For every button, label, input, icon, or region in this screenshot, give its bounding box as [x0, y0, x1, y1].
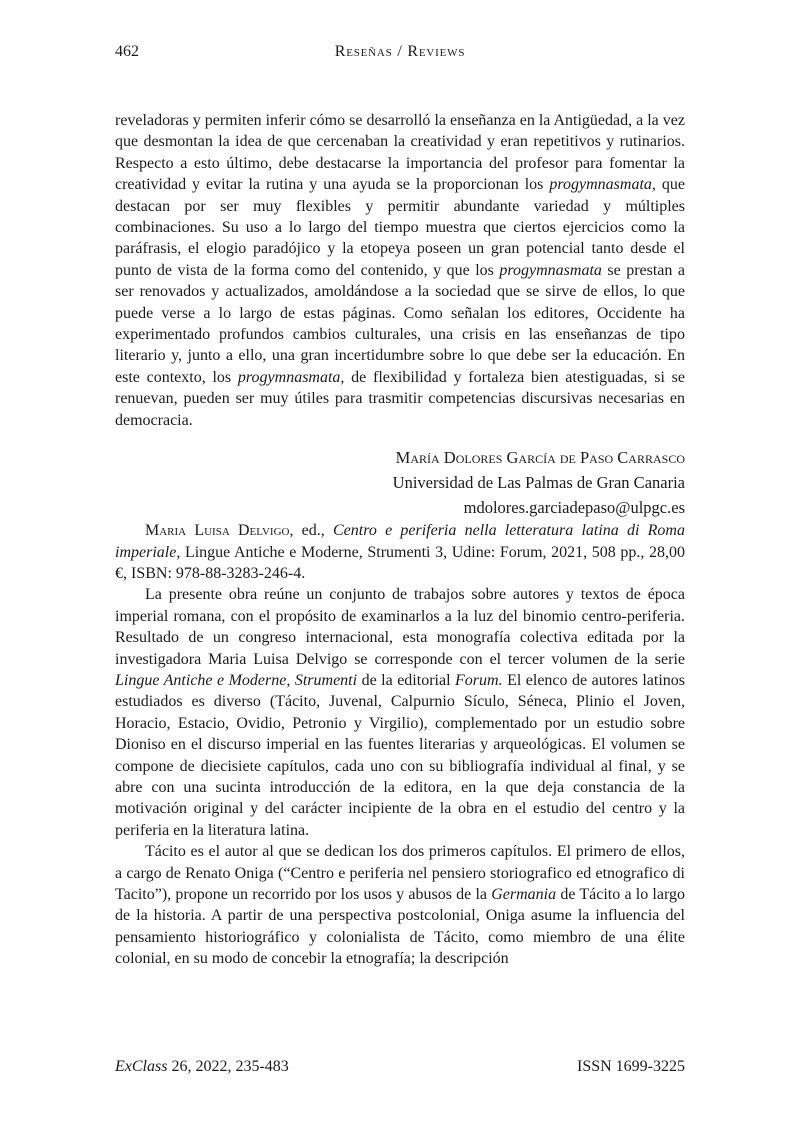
- issn: ISSN 1699-3225: [576, 1058, 685, 1075]
- page-header: [115, 42, 685, 62]
- page-footer: [115, 1057, 685, 1077]
- reviewer-signature: [115, 445, 685, 520]
- page-number: 462: [115, 43, 139, 60]
- page-body: [115, 110, 685, 970]
- review-citation: Maria Luisa Delvigo, ed., Centro e periferia nella letteratura latina di Roma imperiale, Lingue Antiche e Moderne, Strumenti 3, Udine: Forum, 2021, 508 pp., 28,00 €, ISBN: 978-88-3283-246-4.: [115, 522, 685, 582]
- running-title: Reseñas / Reviews: [334, 43, 466, 60]
- journal-reference: ExClass 26, 2022, 235-483: [115, 1058, 289, 1075]
- reviewer-email: mdolores.garciadepaso@ulpgc.es: [463, 498, 685, 518]
- review-paragraph-1: La presente obra reúne un conjunto de trabajos sobre autores y textos de época imperial romana, con el propósito de examinarlos a la luz del binomio centro-periferia. Resultado de un congreso internacional, esta monografía colectiva editada por la investigadora Maria Luisa Delvigo se corresponde con el tercer volumen de la serie Lingue Antiche e Moderne, Strumenti de la editorial Forum. El elenco de autores latinos estudiados es diverso (Tácito, Juvenal, Calpurnio Sículo, Séneca, Plinio el Joven, Horacio, Estacio, Ovidio, Petronio y Virgilio), complementado por un estudio sobre Dioniso en el discurso imperial en las fuentes literarias y arqueológicas. El volumen se compone de diecisiete capítulos, cada uno con su bibliografía individual al final, y se abre con una sucinta introducción de la editora, en la que deja constancia de la motivación original y del carácter incipiente de la obra en el estudio del centro y la periferia en la literatura latina.: [115, 586, 685, 839]
- closing-paragraph: reveladoras y permiten inferir cómo se desarrolló la enseñanza en la Antigüedad, a la vez que desmontan la idea de que cercenaban la creatividad y eran repetitivos y rutinarios. Respecto a esto último, debe destacarse la importancia del profesor para fomentar la creatividad y evitar la rutina y una ayuda se la proporcionan los progymnasmata, que destacan por ser muy flexibles y permitir abundante variedad y múltiples combinaciones. Su uso a lo largo del tiempo muestra que ciertos ejercicios como la paráfrasis, el elogio paradójico y la etopeya poseen un gran potencial tanto desde el punto de vista de la forma como del contenido, y que los progymnasmata se prestan a ser renovados y actualizados, amoldándose a la sociedad que se sirve de ellos, lo que puede verse a lo largo de estas páginas. Como señalan los editores, Occidente ha experimentado profundos cambios culturales, una crisis en las enseñanzas de tipo literario y, junto a ello, una gran incertidumbre sobre lo que debe ser la educación. En este contexto, los progymnasmata, de flexibilidad y fortaleza bien atestiguadas, si se renuevan, pueden ser muy útiles para trasmitir competencias discursivas necesarias en democracia.: [115, 112, 685, 429]
- reviewer-name: María Dolores García de Paso Carrasco: [395, 448, 685, 468]
- review-paragraph-2: Tácito es el autor al que se dedican los dos primeros capítulos. El primero de ellos, a cargo de Renato Oniga (“Centro e periferia nel pensiero storiografico ed etnografico di Tacito”), propone un recorrido por los usos y abusos de la Germania de Tácito a lo largo de la historia. A partir de una perspectiva postcolonial, Oniga asume la influencia del pensamiento historiográfico y colonialista de Tácito, como miembro de una élite colonial, en su modo de concebir la etnografía; la descripción: [115, 843, 685, 968]
- reviewer-affiliation: Universidad de Las Palmas de Gran Canaria: [392, 473, 685, 493]
